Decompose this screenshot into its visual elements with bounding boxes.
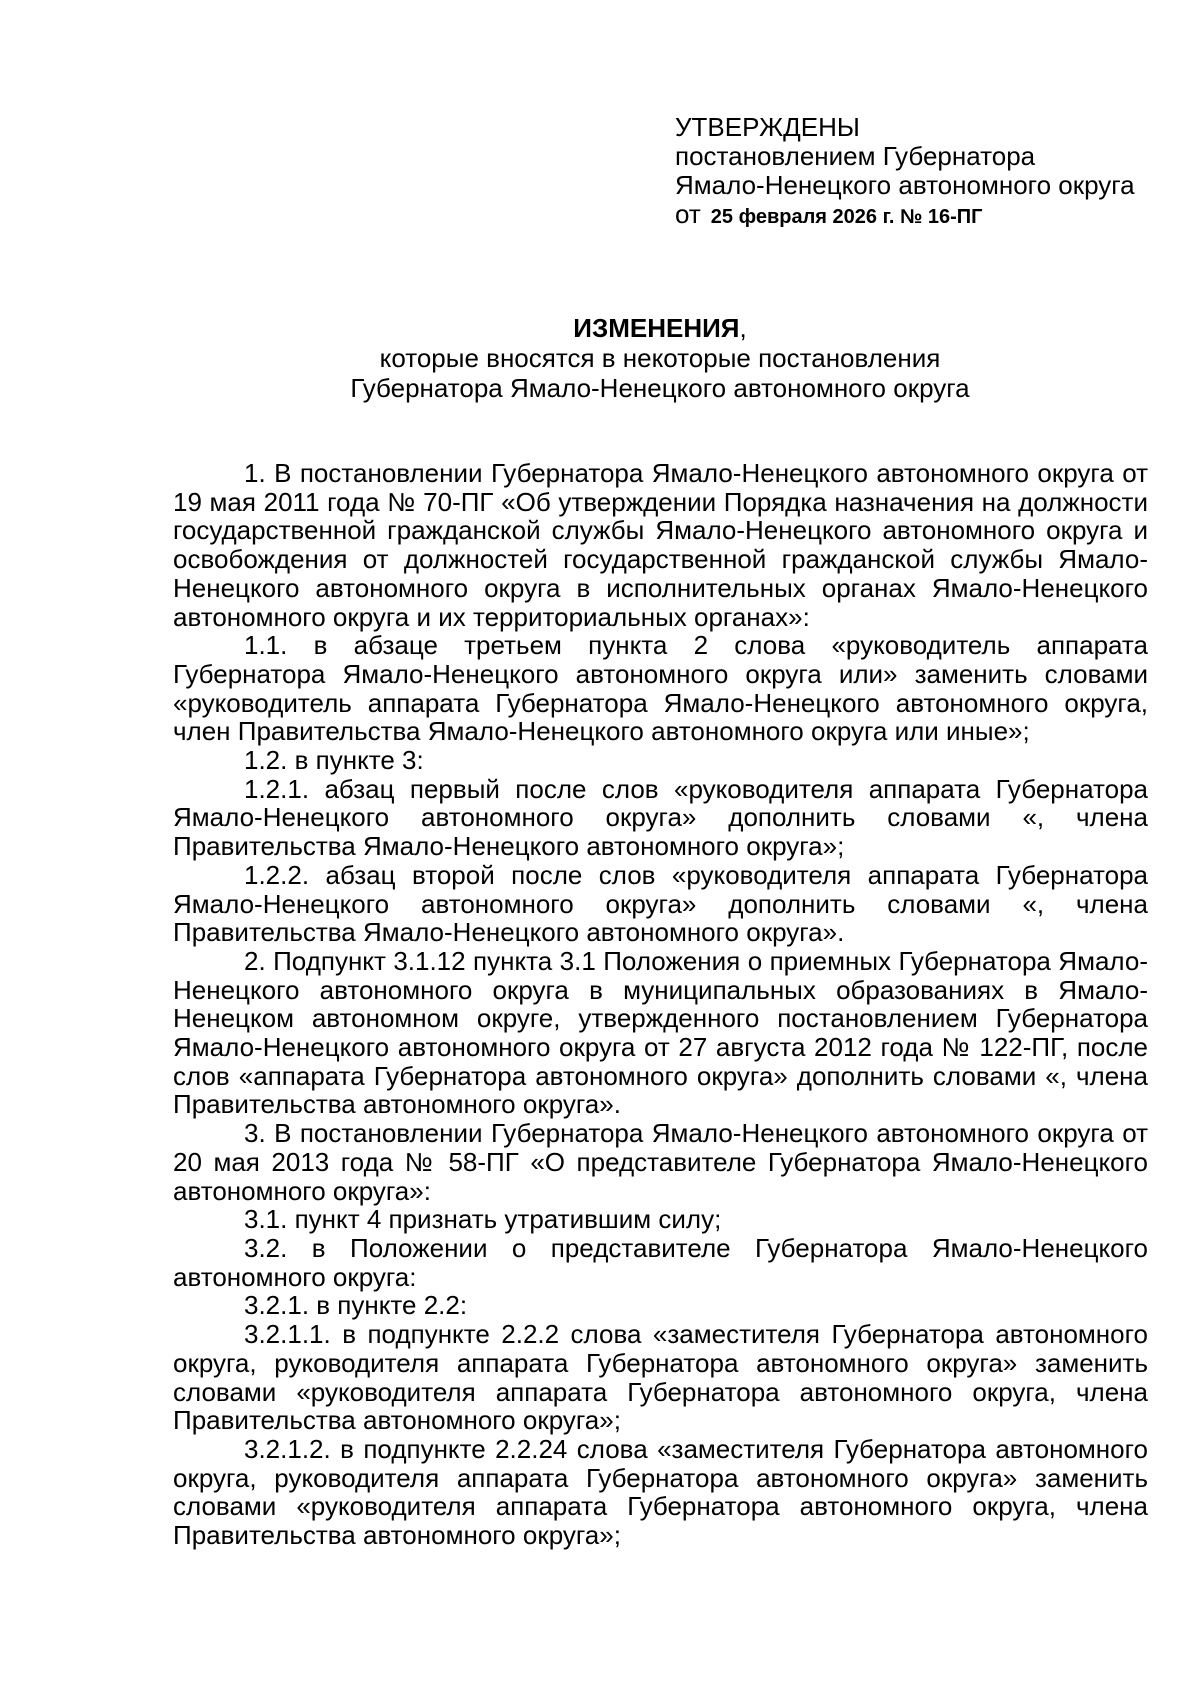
document-body [173, 459, 1148, 1550]
heading-subtitle-2: Губернатора Ямало-Ненецкого автономного округа [350, 373, 970, 403]
approval-date-line [675, 200, 1175, 232]
approved-label: УТВЕРЖДЕНЫ [675, 112, 860, 142]
approval-block [675, 113, 1175, 232]
document-heading [172, 313, 1148, 403]
paragraph-3-1: 3.1. пункт 4 признать утратившим силу; [244, 1204, 722, 1235]
heading-title-line [172, 313, 1148, 343]
paragraph-1-1: 1.1. в абзаце третьем пункта 2 слова «руководитель аппарата Губернатора Ямало-Ненецкого автономного округа или» заменить словами «руководитель аппарата Губернатора Ямало-Ненецкого автономного округа, член Правительства Ямало-Ненецкого автономного округа или иные»; [173, 630, 1148, 747]
paragraph-2: 2. Подпункт 3.1.12 пункта 3.1 Положения о приемных Губернатора Ямало-Ненецкого автономного округа в муниципальных образованиях в Ямало-Ненецком автономном округе, утвержденного постановлением Губернатора Ямало-Ненецкого автономного округа от 27 августа 2012 года № 122-ПГ, после слов «аппарата Губернатора автономного округа» дополнить словами «, члена Правительства автономного округа». [173, 945, 1148, 1120]
date-prefix: от [675, 199, 701, 229]
paragraph-3-2-1-2: 3.2.1.2. в подпункте 2.2.24 слова «заместителя Губернатора автономного округа, руководителя аппарата Губернатора автономного округа» заменить словами «руководителя аппарата Губернатора автономного округа, члена Правительства автономного округа»; [173, 1433, 1148, 1551]
paragraph-3-2-1: 3.2.1. в пункте 2.2: [244, 1290, 468, 1321]
paragraph-1-2-1: 1.2.1. абзац первый после слов «руководителя аппарата Губернатора Ямало-Ненецкого автономного округа» дополнить словами «, члена Правительства Ямало-Ненецкого автономного округа»; [173, 773, 1148, 862]
paragraph-3-2-1-1: 3.2.1.1. в подпункте 2.2.2 слова «заместителя Губернатора автономного округа, руководителя аппарата Губернатора автономного округа» заменить словами «руководителя аппарата Губернатора автономного округа, члена Правительства автономного округа»; [173, 1319, 1148, 1436]
paragraph-3-2: 3.2. в Положении о представителе Губернатора Ямало-Ненецкого автономного округа: [173, 1232, 1148, 1292]
approval-line-1: постановлением Губернатора [675, 141, 1036, 171]
decree-date-number: 25 февраля 2026 г. № 16-ПГ [710, 206, 983, 228]
heading-title-suffix: , [739, 313, 747, 343]
paragraph-1-2: 1.2. в пункте 3: [244, 745, 424, 776]
heading-title: ИЗМЕНЕНИЯ [573, 313, 740, 343]
paragraph-3: 3. В постановлении Губернатора Ямало-Ненецкого автономного округа от 20 мая 2013 года № 58-ПГ «О представителе Губернатора Ямало-Ненецкого автономного округа»: [173, 1118, 1148, 1206]
approval-line-2: Ямало-Ненецкого автономного округа [675, 170, 1135, 200]
paragraph-1: 1. В постановлении Губернатора Ямало-Ненецкого автономного округа от 19 мая 2011 года № 70-ПГ «Об утверждении Порядка назначения на должности государственной гражданской службы Ямало-Ненецкого автономного округа и освобождения от должностей государственной гражданской службы Ямало-Ненецкого автономного округа в исполнительных органах Ямало-Ненецкого автономного округа и их территориальных органах»: [173, 458, 1148, 632]
heading-subtitle-1: которые вносятся в некоторые постановления [379, 343, 941, 373]
paragraph-1-2-2: 1.2.2. абзац второй после слов «руководителя аппарата Губернатора Ямало-Ненецкого автономного округа» дополнить словами «, члена Правительства Ямало-Ненецкого автономного округа». [173, 859, 1148, 948]
